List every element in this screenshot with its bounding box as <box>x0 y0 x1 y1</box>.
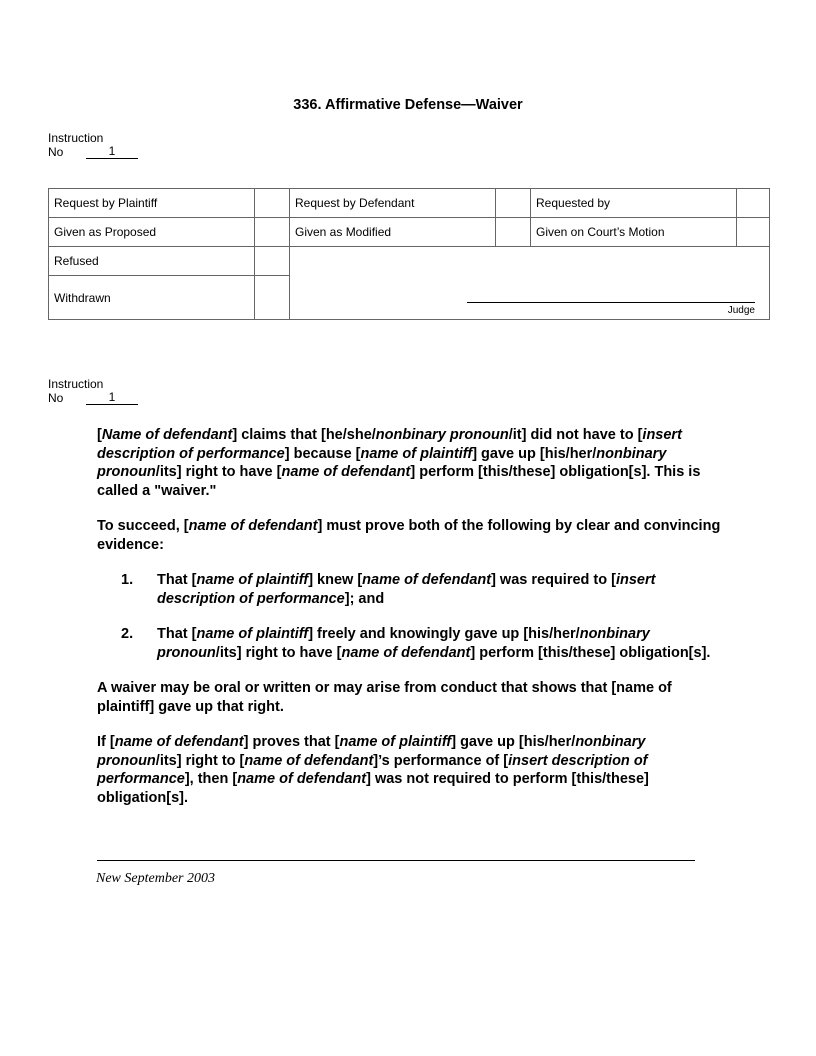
list-item: 1. That [name of plaintiff] knew [name of defendant] was required to [insert description of performance]; and <box>121 572 656 607</box>
request-by-defendant-checkbox[interactable] <box>496 189 531 218</box>
given-as-proposed-label: Given as Proposed <box>49 218 255 247</box>
revision-note: New September 2003 <box>96 871 215 886</box>
judge-label: Judge <box>727 305 755 316</box>
instruction-number-top <box>48 131 138 159</box>
list-item: 2. That [name of plaintiff] freely and knowingly gave up [his/her/nonbinary pronoun/its] right to have [name of defendant] perform [this/these] obligation[s]. <box>121 626 711 661</box>
instruction-no-field: 1 <box>86 391 138 405</box>
request-by-plaintiff-label: Request by Plaintiff <box>49 189 255 218</box>
refused-label: Refused <box>49 247 255 276</box>
given-on-courts-motion-checkbox[interactable] <box>737 218 770 247</box>
given-on-courts-motion-label: Given on Court’s Motion <box>531 218 737 247</box>
withdrawn-checkbox[interactable] <box>255 276 290 320</box>
judge-signature-line[interactable] <box>467 302 755 303</box>
requested-by-checkbox[interactable] <box>737 189 770 218</box>
withdrawn-label: Withdrawn <box>49 276 255 320</box>
paragraph-claim: [Name of defendant] claims that [he/she/nonbinary pronoun/it] did not have to [insert description of performance] because [name of plaintiff] gave up [his/her/nonbinary pronoun/its] right to have [name of defendant] perform [this/these] obligation[s]. This is called a "waiver." <box>97 427 701 499</box>
paragraph-conclusion: If [name of defendant] proves that [name of plaintiff] gave up [his/her/nonbinary pronoun/its] right to [name of defendant]’s performance of [insert description of performance], then [name of defendant] was not required to perform [this/these] obligation[s]. <box>97 734 649 806</box>
given-as-modified-label: Given as Modified <box>290 218 496 247</box>
paragraph-waiver-form: A waiver may be oral or written or may arise from conduct that shows that [name of plaintiff] gave up that right. <box>97 680 672 715</box>
judge-signature-area <box>290 247 770 320</box>
requested-by-label: Requested by <box>531 189 737 218</box>
no-label: No <box>48 145 64 159</box>
refused-checkbox[interactable] <box>255 247 290 276</box>
instruction-body <box>97 426 722 824</box>
instruction-number-bottom <box>48 377 138 405</box>
instruction-label: Instruction <box>48 131 104 145</box>
footer-divider <box>97 860 695 861</box>
instruction-no-field: 1 <box>86 145 138 159</box>
request-table <box>48 188 770 320</box>
paragraph-burden: To succeed, [name of defendant] must prove both of the following by clear and convincing evidence: <box>97 518 721 553</box>
request-by-defendant-label: Request by Defendant <box>290 189 496 218</box>
elements-list <box>97 571 722 662</box>
no-label: No <box>48 391 64 405</box>
given-as-modified-checkbox[interactable] <box>496 218 531 247</box>
request-by-plaintiff-checkbox[interactable] <box>255 189 290 218</box>
page-title: 336. Affirmative Defense—Waiver <box>293 97 523 113</box>
given-as-proposed-checkbox[interactable] <box>255 218 290 247</box>
instruction-label: Instruction <box>48 377 104 391</box>
